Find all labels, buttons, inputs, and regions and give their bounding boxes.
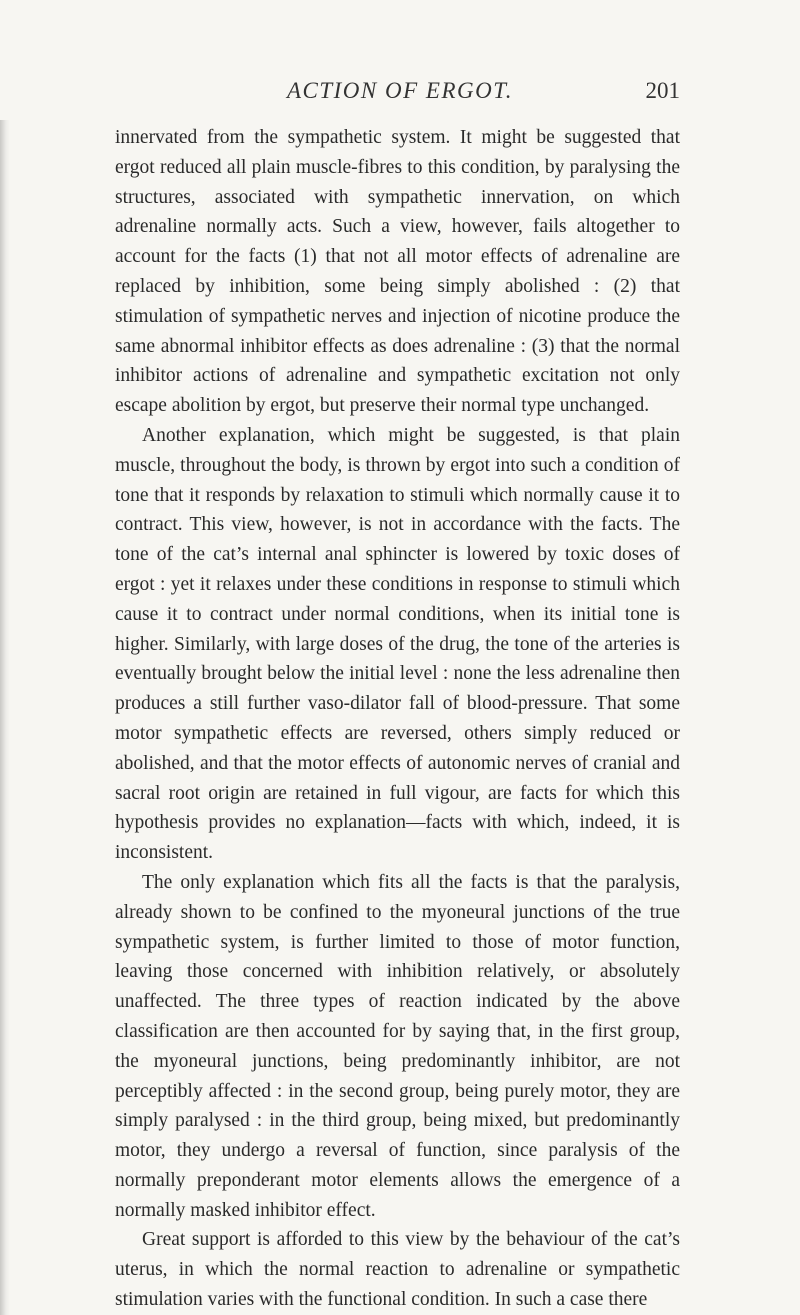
paragraph: Another explanation, which might be suggested, is that plain muscle, throughout the body, is thrown by ergot into such a condition of tone that it responds by relaxation to stimuli which normally cause it to contract. This view, however, is not in accordance with the facts. The tone of the cat’s internal anal sphincter is lowered by toxic doses of ergot : yet it relaxes under these conditions in response to stimuli which cause it to contract under normal conditions, when its initial tone is higher. Similarly, with large doses of the drug, the tone of the arteries is eventually brought below the initial level : none the less adrenaline then produces a still further vaso-dilator fall of blood-pressure. That some motor sympathetic effects are reversed, others simply reduced or abolished, and that the motor effects of autonomic nerves of cranial and sacral root origin are retained in full vigour, are facts for which this hypothesis provides no explanation—facts with which, indeed, it is inconsistent. (115, 424, 680, 864)
body-text (115, 123, 680, 1315)
paragraph-continued: innervated from the sympathetic system. It might be suggested that ergot reduced all plain muscle-fibres to this condition, by paralysing the structures, associated with sympathetic innervation, on which adrenaline normally acts. Such a view, however, fails altogether to account for the facts (1) that not all motor effects of adrenaline are replaced by inhibition, some being simply abolished : (2) that stimulation of sympathetic nerves and injection of nicotine produce the same abnormal inhibitor effects as does adrenaline : (3) that the normal inhibitor actions of adrenaline and sympathetic excitation not only escape abolition by ergot, but preserve their normal type unchanged. (115, 127, 680, 417)
running-head (120, 78, 680, 108)
running-head-title: ACTION OF ERGOT. (286, 78, 514, 103)
page-number: 201 (645, 78, 680, 103)
page-gutter-shadow (0, 120, 10, 1315)
paragraph: Great support is afforded to this view by the behaviour of the cat’s uterus, in which the normal reaction to adrenaline or sympathetic stimulation varies with the functional condition. In such a case there (115, 1229, 680, 1311)
paragraph: The only explanation which fits all the facts is that the paralysis, already shown to be confined to the myoneural junctions of the true sympathetic system, is further limited to those of motor function, leaving those concerned with inhibition relatively, or absolutely unaffected. The three types of reaction indicated by the above classification are then accounted for by saying that, in the first group, the myoneural junctions, being predominantly inhibitor, are not perceptibly affected : in the second group, being purely motor, they are simply paralysed : in the third group, being mixed, but predominantly motor, they undergo a reversal of function, since paralysis of the normally preponderant motor elements allows the emergence of a normally masked inhibitor effect. (115, 871, 680, 1221)
